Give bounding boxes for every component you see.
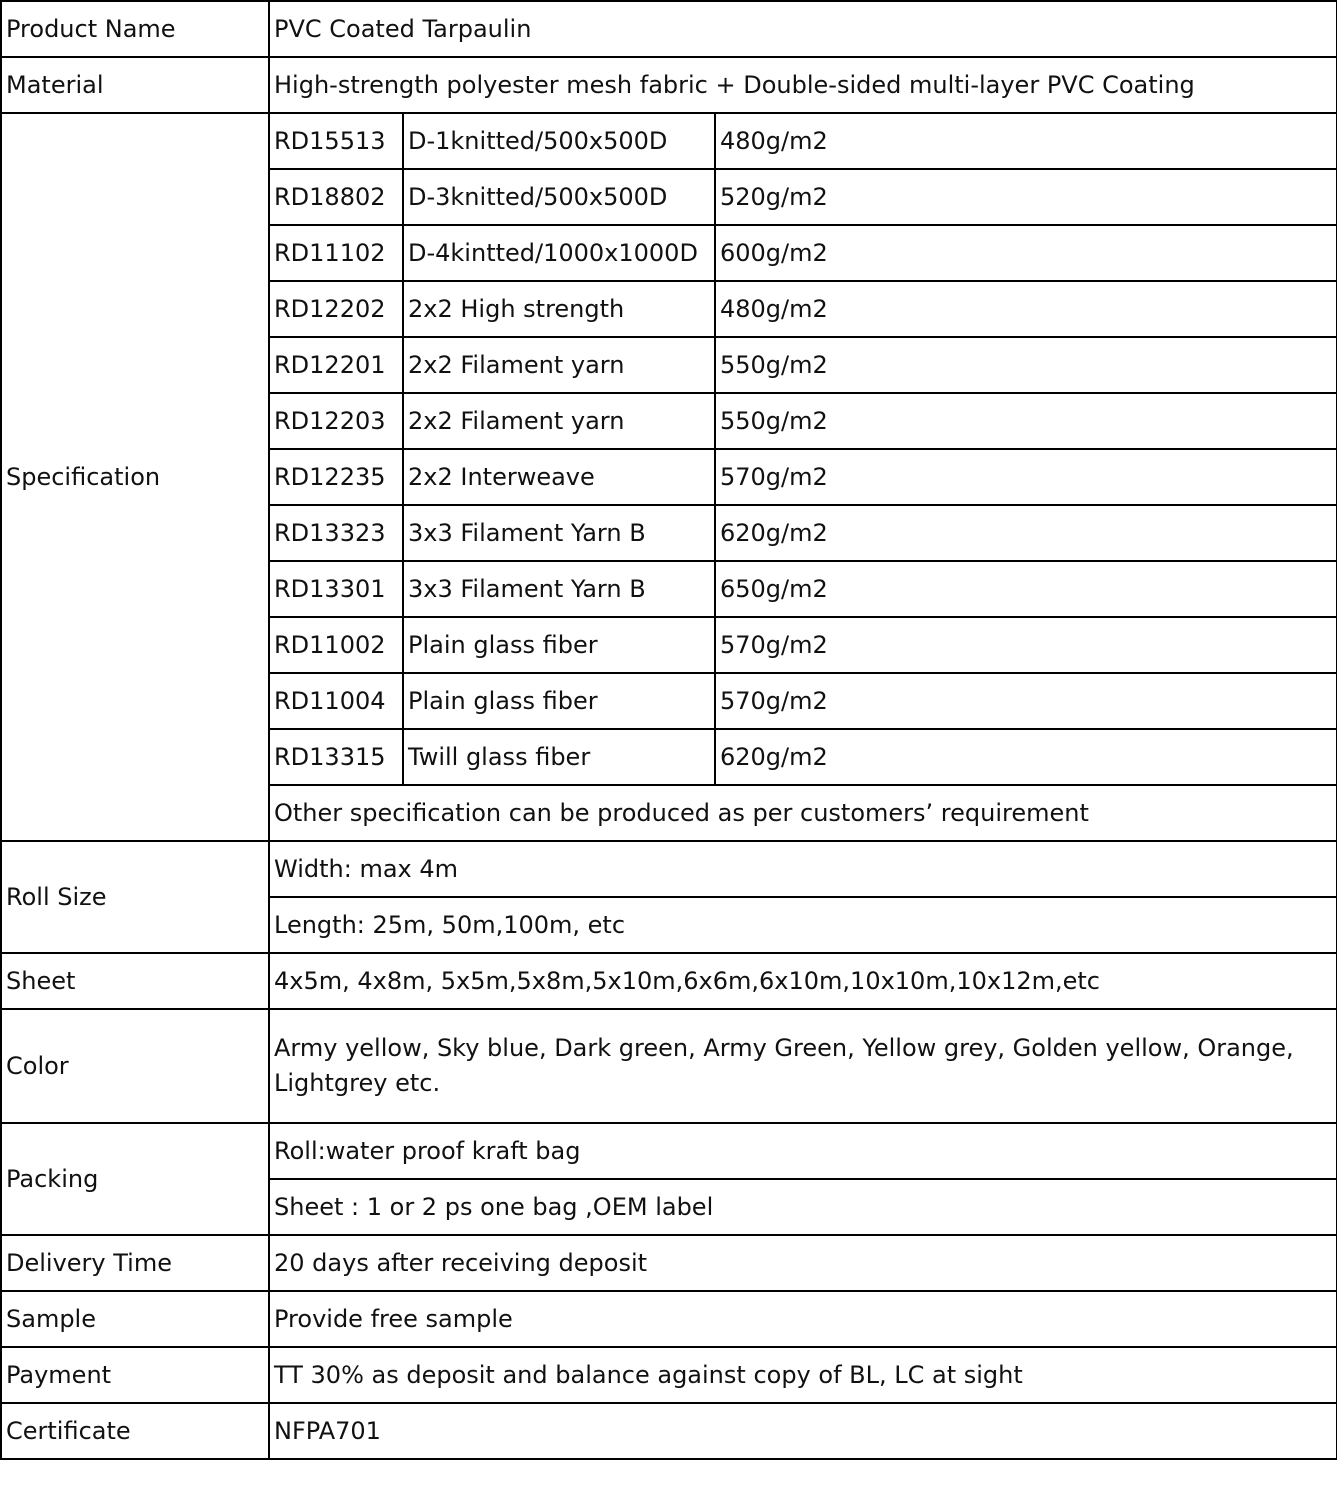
value-sheet: 4x5m, 4x8m, 5x5m,5x8m,5x10m,6x6m,6x10m,10x10m,10x12m,etc	[269, 953, 1337, 1009]
value-roll-width: Width: max 4m	[269, 841, 1337, 897]
value-product-name: PVC Coated Tarpaulin	[269, 1, 1337, 57]
spec-type: 2x2 Filament yarn	[403, 337, 715, 393]
value-color: Army yellow, Sky blue, Dark green, Army Green, Yellow grey, Golden yellow, Orange, Lightgrey etc.	[269, 1009, 1337, 1123]
spec-code: RD11102	[269, 225, 403, 281]
spec-weight: 650g/m2	[715, 561, 1337, 617]
label-packing: Packing	[1, 1123, 269, 1235]
value-packing-roll: Roll:water proof kraft bag	[269, 1123, 1337, 1179]
spec-type: 2x2 Interweave	[403, 449, 715, 505]
spec-code: RD13301	[269, 561, 403, 617]
spec-code: RD11004	[269, 673, 403, 729]
spec-weight: 480g/m2	[715, 113, 1337, 169]
spec-code: RD13315	[269, 729, 403, 785]
row-packing	[1, 1123, 1337, 1179]
label-color: Color	[1, 1009, 269, 1123]
spec-weight: 570g/m2	[715, 617, 1337, 673]
label-roll-size: Roll Size	[1, 841, 269, 953]
spec-weight: 550g/m2	[715, 393, 1337, 449]
value-payment: TT 30% as deposit and balance against copy of BL, LC at sight	[269, 1347, 1337, 1403]
label-delivery-time: Delivery Time	[1, 1235, 269, 1291]
row-certificate	[1, 1403, 1337, 1459]
spec-note: Other specification can be produced as per customers’ requirement	[269, 785, 1337, 841]
value-material: High-strength polyester mesh fabric + Double-sided multi-layer PVC Coating	[269, 57, 1337, 113]
spec-weight: 570g/m2	[715, 673, 1337, 729]
spec-type: 3x3 Filament Yarn B	[403, 561, 715, 617]
spec-code: RD12202	[269, 281, 403, 337]
spec-type: D-4kintted/1000x1000D	[403, 225, 715, 281]
spec-code: RD11002	[269, 617, 403, 673]
spec-type: D-3knitted/500x500D	[403, 169, 715, 225]
label-sample: Sample	[1, 1291, 269, 1347]
label-certificate: Certificate	[1, 1403, 269, 1459]
spec-type: 2x2 High strength	[403, 281, 715, 337]
spec-row	[1, 113, 1337, 169]
spec-weight: 550g/m2	[715, 337, 1337, 393]
spec-weight: 520g/m2	[715, 169, 1337, 225]
spec-code: RD15513	[269, 113, 403, 169]
row-material	[1, 57, 1337, 113]
spec-weight: 600g/m2	[715, 225, 1337, 281]
value-roll-length: Length: 25m, 50m,100m, etc	[269, 897, 1337, 953]
value-sample: Provide free sample	[269, 1291, 1337, 1347]
row-roll-size	[1, 841, 1337, 897]
label-sheet: Sheet	[1, 953, 269, 1009]
row-sample	[1, 1291, 1337, 1347]
label-specification: Specification	[1, 113, 269, 841]
row-delivery-time	[1, 1235, 1337, 1291]
spec-type: Plain glass fiber	[403, 673, 715, 729]
spec-type: 2x2 Filament yarn	[403, 393, 715, 449]
row-color	[1, 1009, 1337, 1123]
row-payment	[1, 1347, 1337, 1403]
spec-type: Plain glass fiber	[403, 617, 715, 673]
spec-type: 3x3 Filament Yarn B	[403, 505, 715, 561]
spec-weight: 570g/m2	[715, 449, 1337, 505]
spec-weight: 480g/m2	[715, 281, 1337, 337]
label-product-name: Product Name	[1, 1, 269, 57]
row-sheet	[1, 953, 1337, 1009]
spec-weight: 620g/m2	[715, 505, 1337, 561]
value-packing-sheet: Sheet : 1 or 2 ps one bag ,OEM label	[269, 1179, 1337, 1235]
spec-code: RD12235	[269, 449, 403, 505]
spec-type: Twill glass fiber	[403, 729, 715, 785]
spec-code: RD18802	[269, 169, 403, 225]
row-product-name	[1, 1, 1337, 57]
value-delivery-time: 20 days after receiving deposit	[269, 1235, 1337, 1291]
spec-code: RD12203	[269, 393, 403, 449]
spec-weight: 620g/m2	[715, 729, 1337, 785]
spec-code: RD13323	[269, 505, 403, 561]
spec-type: D-1knitted/500x500D	[403, 113, 715, 169]
spec-code: RD12201	[269, 337, 403, 393]
label-material: Material	[1, 57, 269, 113]
label-payment: Payment	[1, 1347, 269, 1403]
value-certificate: NFPA701	[269, 1403, 1337, 1459]
